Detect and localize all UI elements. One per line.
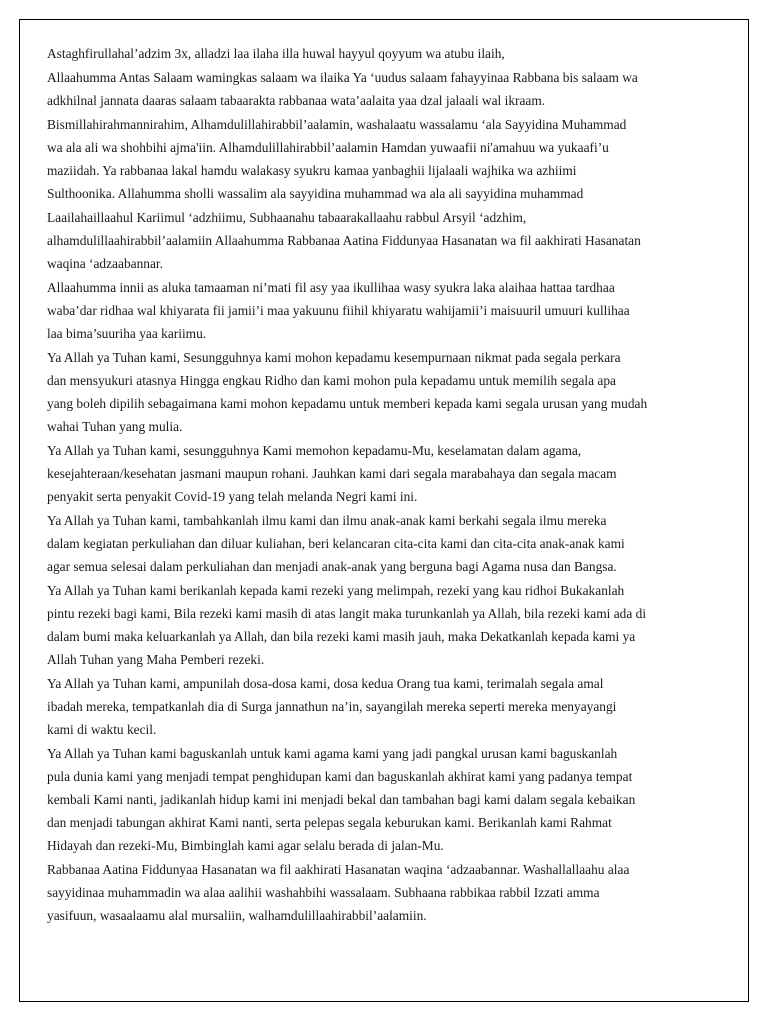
paragraph-penutup: Rabbanaa Aatina Fiddunyaa Hasanatan wa fil aakhirati Hasanatan waqina ‘adzaabannar. Washallallaahu alaa sayyidinaa muhammadin wa alaa aalihii washahbihi wassalaam. Subhaana rabbikaa rabbil Izzati amma yasifuun, wasaalaamu alal mursaliin, walhamdulillaahirabbil’aalamiin. xyxy=(47,862,630,923)
paragraph-istighfar: Astaghfirullahal’adzim 3x, alladzi laa ilaha illa huwal hayyul qoyyum wa atubu ilaih, xyxy=(47,46,505,61)
paragraph-salaam: Allaahumma Antas Salaam wamingkas salaam wa ilaika Ya ‘uudus salaam fahayyinaa Rabbana bis salaam wa adkhilnal jannata daaras salaam tabaarakta rabbanaa wata’aalaita yaa dzal jalaali wal ikraam. xyxy=(47,70,638,108)
paragraph-keselamatan: Ya Allah ya Tuhan kami, sesungguhnya Kami memohon kepadamu-Mu, keselamatan dalam agama, kesejahteraan/kesehatan jasmani maupun rohani. Jauhkan kami dari segala marabahaya dan segala macam penyakit serta penyakit Covid-19 yang telah melanda Negri kami ini. xyxy=(47,443,617,504)
paragraph-laailahaillaahul: Laailahaillaahul Kariimul ‘adzhiimu, Subhaanahu tabaarakallaahu rabbul Arsyil ‘adzhim, alhamdulillaahirabbil’aalamiin Allaahumma Rabbanaa Aatina Fiddunyaa Hasanatan wa fil aakhirati Hasanatan waqina ‘adzaabannar. xyxy=(47,210,641,271)
document-body xyxy=(47,42,729,928)
paragraph-kesempurnaan-nikmat: Ya Allah ya Tuhan kami, Sesungguhnya kami mohon kepadamu kesempurnaan nikmat pada segala perkara dan mensyukuri atasnya Hingga engkau Ridho dan kami mohon pula kepadamu untuk memilih segala apa yang boleh dipilih sebagaimana kami mohon kepadamu untuk memberi kepada kami segala urusan yang mudah wahai Tuhan yang mulia. xyxy=(47,350,648,434)
paragraph-bismillah: Bismillahirahmannirahim, Alhamdulillahirabbil’aalamin, washalaatu wassalamu ‘ala Sayyidina Muhammad wa ala ali wa shohbihi ajma'iin. Alhamdulillahirabbil’aalamin Hamdan yuwaafii ni'amahuu wa yukaafi’u maziidah. Ya rabbanaa lakal hamdu walakasy syukru kamaa yanbaghii lijalaali wajhika wa azhiimi Sulthoonika. Allahumma sholli wassalim ala sayyidina muhammad wa ala ali sayyidina muhammad xyxy=(47,117,627,201)
paragraph-rezeki: Ya Allah ya Tuhan kami berikanlah kepada kami rezeki yang melimpah, rezeki yang kau ridhoi Bukakanlah pintu rezeki bagi kami, Bila rezeki kami masih di atas langit maka turunkanlah ya Allah, bila rezeki kami ada di dalam bumi maka keluarkanlah ya Allah, dan bila rezeki kami masih jauh, maka Dekatkanlah kepada kami ya Allah Tuhan yang Maha Pemberi rezeki. xyxy=(47,583,647,667)
paragraph-agama-dunia-akhirat: Ya Allah ya Tuhan kami baguskanlah untuk kami agama kami yang jadi pangkal urusan kami baguskanlah pula dunia kami yang menjadi tempat penghidupan kami dan baguskanlah akhirat kami yang padanya tempat kembali Kami nanti, jadikanlah hidup kami ini menjadi bekal dan tambahan bagi kami dalam segala kebaikan dan menjadi tabungan akhirat Kami nanti, serta pelepas segala keburukan kami. Berikanlah kami Rahmat Hidayah dan rezeki-Mu, Bimbinglah kami agar selalu berada di jalan-Mu. xyxy=(47,746,636,853)
paragraph-allaahumma-innii: Allaahumma innii as aluka tamaaman ni’mati fil asy yaa ikullihaa wasy syukra laka alaihaa hattaa tardhaa waba’dar ridhaa wal khiyarata fii jamii’i maa yakuunu fiihil khiyaratu wahijamii’i maisuuril umuuri kullihaa laa bima’suuriha yaa kariimu. xyxy=(47,280,630,341)
paragraph-ilmu: Ya Allah ya Tuhan kami, tambahkanlah ilmu kami dan ilmu anak-anak kami berkahi segala ilmu mereka dalam kegiatan perkuliahan dan diluar kuliahan, beri kelancaran cita-cita kami dan cita-cita anak-anak kami agar semua selesai dalam perkuliahan dan menjadi anak-anak yang berguna bagi Agama nusa dan Bangsa. xyxy=(47,513,625,574)
paragraph-orang-tua: Ya Allah ya Tuhan kami, ampunilah dosa-dosa kami, dosa kedua Orang tua kami, terimalah segala amal ibadah mereka, tempatkanlah dia di Surga jannathun na’in, sayangilah mereka seperti mereka menyayangi kami di waktu kecil. xyxy=(47,676,617,737)
